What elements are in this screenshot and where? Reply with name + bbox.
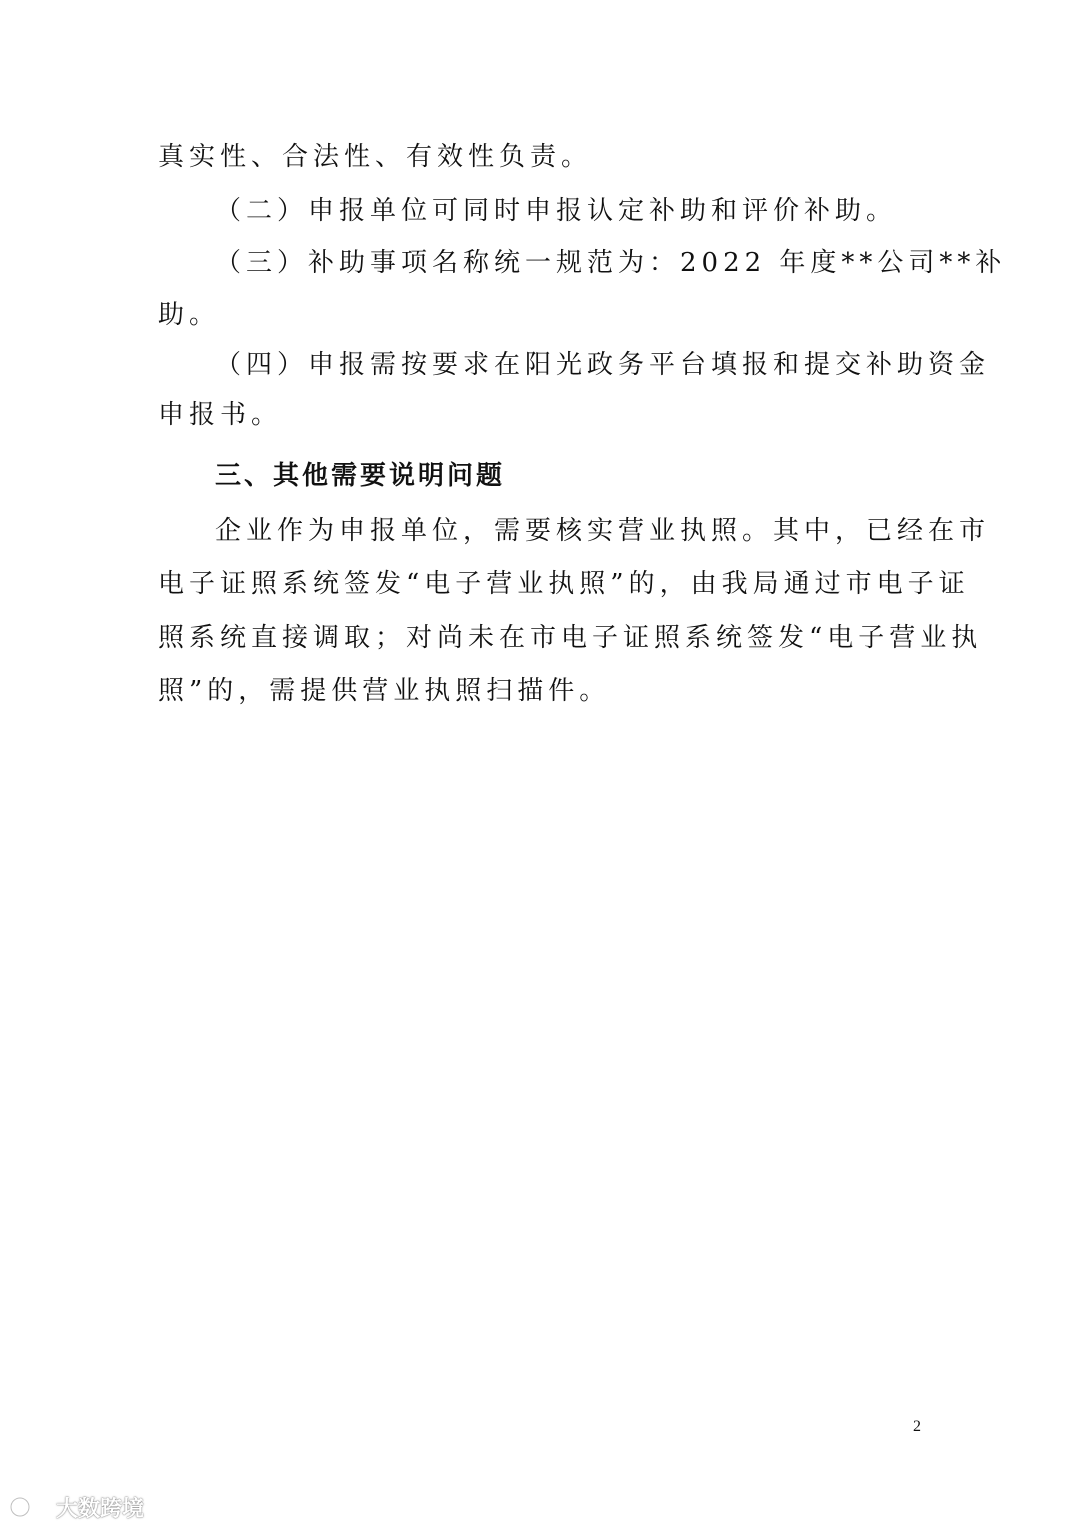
watermark-logo-icon [8,1493,50,1521]
paragraph-line: （二）申报单位可同时申报认定补助和评价补助。 [215,196,898,226]
page-number: 2 [913,1418,921,1435]
paragraph-line: （三）补助事项名称统一规范为：2022 年度**公司**补 [215,248,1007,278]
watermark [8,1490,144,1524]
paragraph-line: 电子证照系统签发“电子营业执照”的，由我局通过市电子证 [158,569,970,599]
paragraph-line: 真实性、合法性、有效性负责。 [158,142,593,172]
paragraph-line: 照”的，需提供营业执照扫描件。 [158,676,611,706]
paragraph-line: （四）申报需按要求在阳光政务平台填报和提交补助资金 [215,350,991,380]
section-heading: 三、其他需要说明问题 [215,461,506,491]
paragraph-line: 申报书。 [158,400,283,430]
paragraph-line: 照系统直接调取；对尚未在市电子证照系统签发“电子营业执 [158,623,983,653]
paragraph-line: 助。 [158,300,221,330]
paragraph-line: 企业作为申报单位，需要核实营业执照。其中，已经在市 [215,516,991,546]
watermark-text: 大数跨境 [56,1496,145,1522]
